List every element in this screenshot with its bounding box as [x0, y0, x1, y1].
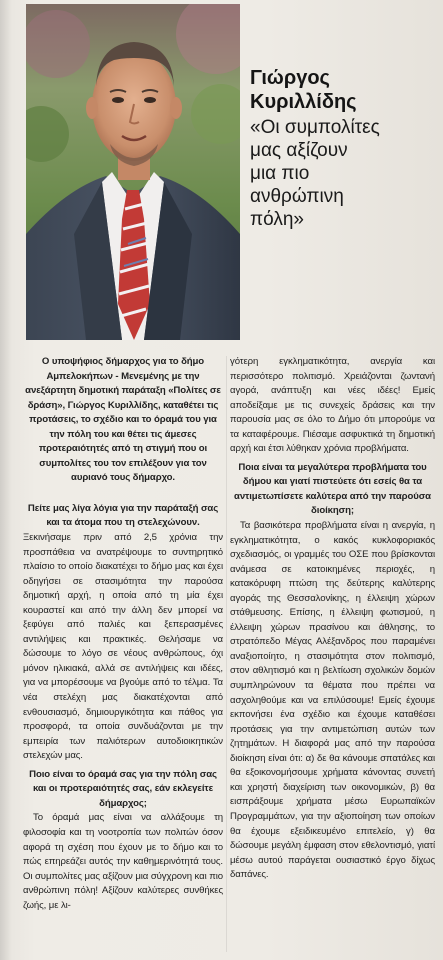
- candidate-portrait: [26, 4, 240, 340]
- headline-block: [250, 66, 440, 231]
- question-2: Ποιο είναι το όραμά σας για την πόλη σας και οι προτεραιότητές σας, εάν εκλεγείτε δήμαρχος;: [29, 768, 217, 809]
- answer-1: Ξεκινήσαμε πριν από 2,5 χρόνια την προσπάθεια να ανατρέψουμε το συντηρητικό πλαίσιο το οποίο διακατέχει το δήμο μας και έχει οδηγήσει σε στασιμότητα την παρούσα δημοτική αρχή, η οποία από τη μία έχει κουραστεί και από την άλλη δεν μπορεί να ξεφύγει από παλιές και ξεπερασμένες αντιλήψεις και πρακτικές. Θελήσαμε να δώσουμε το λόγο σε νέους ανθρώπους, όχι μόνον ηλικιακά, αλλά σε αντιλήψεις και ιδέες, για να μπορέσουμε να βγούμε από το τέλμα. Τα νέα στελέχη μας διακατέχονται από ενθουσιασμό, δημιουργικότητα και πάθος για προσφορά, τα οποία συνδυάζονται με την εμπειρία των παλιότερων αυτοδιοικητικών στελεχών μας.: [23, 532, 223, 762]
- article-column-right: [230, 355, 435, 883]
- question-3: Ποια είναι τα μεγαλύτερα προβλήματα του δήμου και γιατί πιστεύετε ότι εσείς θα τα αντιμετωπίσετε καλύτερα από την παρούσα διοίκηση;: [234, 461, 431, 517]
- question-1: Πείτε μας λίγα λόγια για την παράταξή σας και τα άτομα που τη στελεχώνουν.: [27, 502, 219, 529]
- page-edge-shadow: [0, 0, 12, 960]
- column-divider: [226, 356, 227, 952]
- answer-2-continued: γότερη εγκληματικότητα, ανεργία και περισσότερο πολιτισμό. Χρειάζονται ζωντανή αγορά, ανάπτυξη και νέες ιδέες! Εμείς αποδείξαμε με τις συνεχείς δράσεις και την παρουσία μας σε όλο το Δήμο ότι μπορούμε να τα καταφέρουμε. Πιέσαμε ασφυκτικά τη δημοτική αρχή και έτσι λύθηκαν χρόνια προβλήματα.: [230, 356, 435, 455]
- portrait-illustration: [26, 4, 240, 340]
- answer-3: Τα βασικότερα προβλήματα είναι η ανεργία, η εγκληματικότητα, ο κακός κυκλοφοριακός σχεδιασμός, οι γραμμές του ΟΣΕ που βρίσκονται ανάμεσα σε κατοικημένες περιοχές, η κατακόρυφη πτώση της δεύτερης καλύτερης αγοράς της Θεσσαλονίκης, η έλλειψη χώρων στάθμευσης. Επίσης, η έλλειψη φωτισμού, η έλλειψη χώρων πρασίνου και άθλησης, το στρατόπεδο Μέγας Αλέξανδρος που παραμένει αναξιοποίητο, η στασιμότητα στον πολιτισμό, στον αθλητισμό και η βελτίωση σχολικών δομών συμπληρώνουν τα θέματα που πρέπει να ασχοληθούμε και να επιλύσουμε! Εμείς έχουμε εκπονήσει ένα σχέδιο και έχουμε καταθέσει προτάσεις για την αντιμετώπιση αυτών των ζητημάτων. Η διαφορά μας από την παρούσα διοίκηση είναι ότι: α) δε θα κάνουμε σπατάλες και θα εξοικονομήσουμε χρήματα κάνοντας συνετή και χρηστή διαχείριση των οικονομικών, β) θα εισπράξουμε χρήματα μέσω Ευρωπαϊκών Προγραμμάτων, για την αξιοποίηση των οποίων θα έχουμε εξειδικευμένο επιτελείο, γ) θα δώσουμε μεγάλη έμφαση στον εθελοντισμό, γιατί μέσω αυτού παράγεται ουσιαστικό έργο δίχως δαπάνες.: [230, 520, 435, 881]
- article-intro: Ο υποψήφιος δήμαρχος για το δήμο Αμπελοκήπων - Μενεμένης με την ανεξάρτητη δημοτική παράταξη «Πολίτες σε δράση», Γιώργος Κυριλλίδης, καταθέτει τις προτάσεις, το σχέδιο και το όραμά του για την πόλη του και θέτει τις άμεσες προτεραιότητές από τη στιγμή που οι συμπολίτες του τον επιλέξουν για τον αυριανό τους δήμαρχο.: [25, 356, 221, 484]
- interviewee-name: Γιώργος Κυριλλίδης: [250, 67, 357, 113]
- headline-quote: «Οι συμπολίτες μας αξίζουν μια πιο ανθρώπινη πόλη»: [250, 117, 380, 230]
- answer-2: Το όραμά μας είναι να αλλάξουμε τη φιλοσοφία και τη νοοτροπία των πολιτών όσον αφορά τη σχέση που έχουν με το δήμο και το πώς επηρεάζει αυτός την καθημερινότητά τους. Οι συμπολίτες μας αξίζουν μια σύγχρονη και πιο ανθρώπινη πόλη! Αξίζουν καλύτερες συνθήκες ζωής, με λι-: [23, 812, 223, 911]
- article-column-left: [23, 355, 223, 913]
